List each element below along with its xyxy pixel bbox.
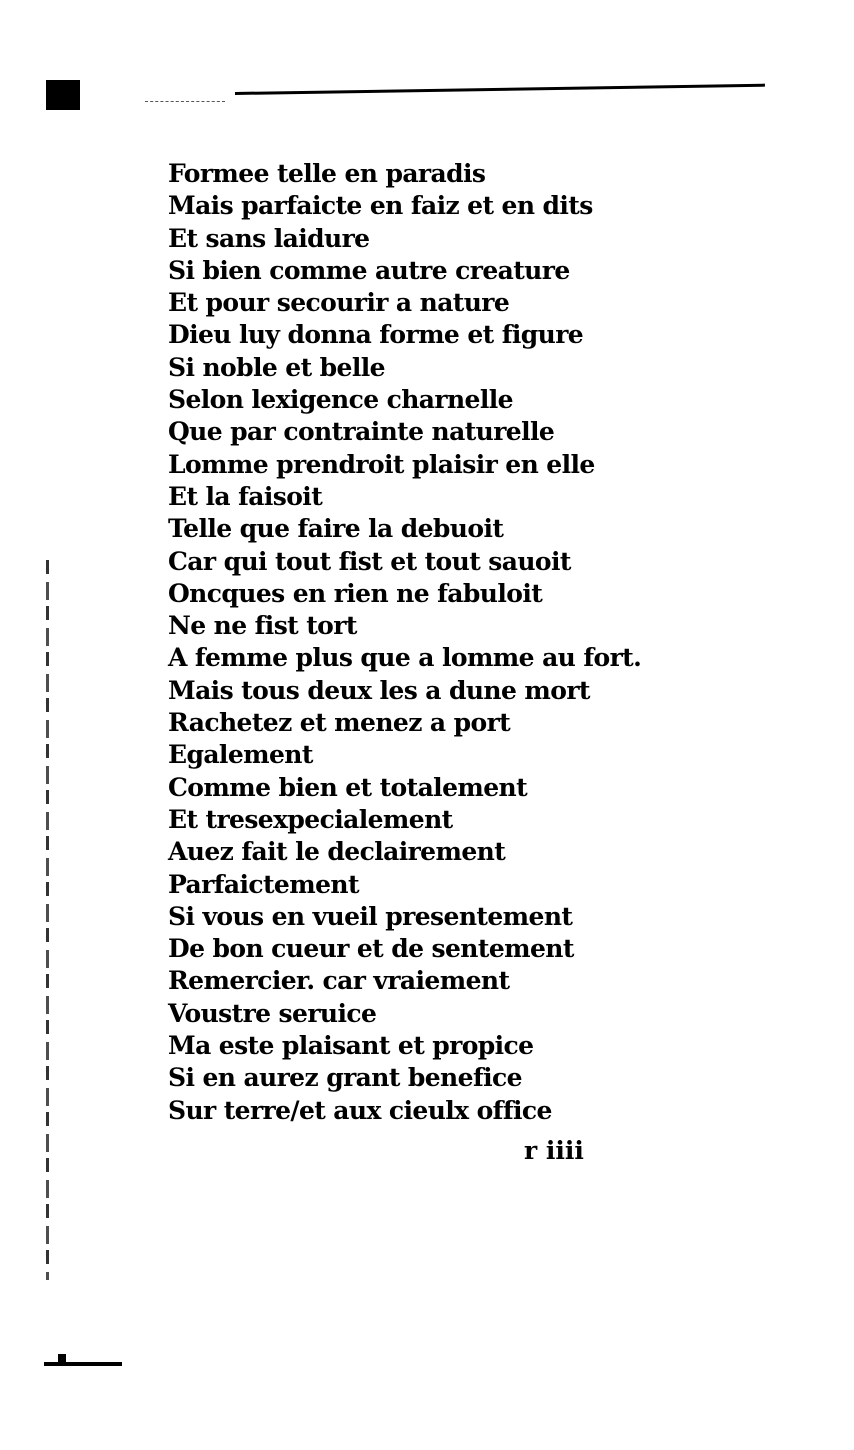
verse-line: Lomme prendroit plaisir en elle [168,449,595,479]
scan-corner-mark [46,80,80,110]
verse-line: Egalement [168,740,313,770]
verse-line: Rachetez et menez a port [168,708,511,738]
verse-line: Ne ne fist tort [168,611,357,641]
verse-line: Si bien comme autre creature [168,255,570,285]
verse-line: Si en aurez grant benefice [168,1063,522,1093]
verse-line: A femme plus que a lomme au fort. [168,643,642,673]
verse-line: Oncques en rien ne fabuloit [168,578,543,608]
verse-line: Que par contrainte naturelle [168,417,555,447]
verse-line: Auez fait le declairement [168,837,506,867]
verse-line: Comme bien et totalement [168,772,528,802]
verse-line: Et la faisoit [168,481,323,511]
verse-line: Mais tous deux les a dune mort [168,675,590,705]
verse-line: Mais parfaicte en faiz et en dits [168,191,593,221]
verse-text [168,158,642,1127]
scan-dash-line [145,101,225,102]
verse-line: Telle que faire la debuoit [168,514,504,544]
verse-line: Si noble et belle [168,352,385,382]
verse-line: Dieu luy donna forme et figure [168,320,584,350]
bottom-rule-line [44,1362,122,1366]
verse-line: Formee telle en paradis [168,159,486,188]
verse-line: Ma este plaisant et propice [168,1031,534,1061]
verse-line: Si vous en vueil presentement [168,901,573,931]
verse-line: Et pour secourir a nature [168,288,510,318]
verse-line: Remercier. car vraiement [168,966,510,996]
signature-mark: r iiii [524,1136,584,1165]
page-edge-shadow [46,560,49,1280]
verse-line: Sur terre/et aux cieulx office [168,1095,552,1125]
verse-line: Et sans laidure [168,223,370,253]
verse-line: Voustre seruice [168,998,377,1028]
verse-line: Selon lexigence charnelle [168,385,513,415]
verse-line: Car qui tout fist et tout sauoit [168,546,571,576]
verse-line: De bon cueur et de sentement [168,934,574,964]
scan-bottom-tick [58,1354,66,1362]
verse-line: Et tresexpecialement [168,804,453,834]
top-rule-line [235,84,765,95]
verse-line: Parfaictement [168,869,359,899]
